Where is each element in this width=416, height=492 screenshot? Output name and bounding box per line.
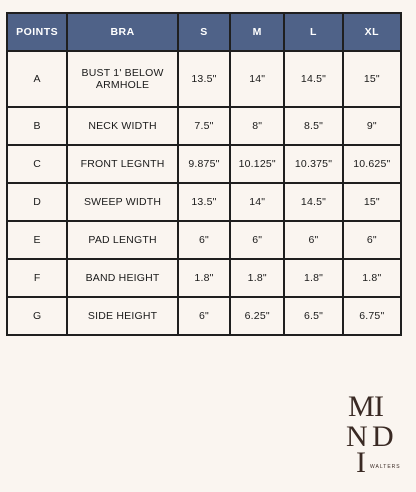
header-size-s: S: [178, 13, 230, 51]
value-cell: 10.375": [284, 145, 342, 183]
value-cell: 8": [230, 107, 284, 145]
table-row: [7, 221, 401, 259]
value-cell: 6": [178, 297, 230, 335]
value-cell: 1.8": [343, 259, 401, 297]
value-cell: 15": [343, 51, 401, 107]
value-cell: 6": [230, 221, 284, 259]
point-cell: D: [7, 183, 67, 221]
value-cell: 13.5": [178, 51, 230, 107]
table-row: [7, 297, 401, 335]
value-cell: 9": [343, 107, 401, 145]
value-cell: 14.5": [284, 183, 342, 221]
logo-letter: I: [374, 390, 384, 423]
measurement-cell: SIDE HEIGHT: [67, 297, 178, 335]
measurement-cell: PAD LENGTH: [67, 221, 178, 259]
value-cell: 6.25": [230, 297, 284, 335]
value-cell: 15": [343, 183, 401, 221]
value-cell: 14": [230, 51, 284, 107]
value-cell: 8.5": [284, 107, 342, 145]
point-cell: B: [7, 107, 67, 145]
table-row: [7, 145, 401, 183]
header-points: POINTS: [7, 13, 67, 51]
size-chart-table: [6, 12, 402, 336]
value-cell: 10.125": [230, 145, 284, 183]
measurement-cell: FRONT LEGNTH: [67, 145, 178, 183]
logo-letter: N: [346, 420, 368, 453]
header-bra: BRA: [67, 13, 178, 51]
measurement-cell: BUST 1' BELOW ARMHOLE: [67, 51, 178, 107]
point-cell: E: [7, 221, 67, 259]
logo-letter: I: [356, 446, 366, 479]
header-size-l: L: [284, 13, 342, 51]
header-size-m: M: [230, 13, 284, 51]
value-cell: 10.625": [343, 145, 401, 183]
point-cell: F: [7, 259, 67, 297]
measurement-cell: NECK WIDTH: [67, 107, 178, 145]
table-row: [7, 259, 401, 297]
header-size-xl: XL: [343, 13, 401, 51]
value-cell: 1.8": [230, 259, 284, 297]
value-cell: 6": [178, 221, 230, 259]
value-cell: 9.875": [178, 145, 230, 183]
value-cell: 6": [284, 221, 342, 259]
table-row: [7, 51, 401, 107]
value-cell: 6.75": [343, 297, 401, 335]
logo-letter: D: [372, 420, 394, 453]
measurement-cell: BAND HEIGHT: [67, 259, 178, 297]
value-cell: 1.8": [178, 259, 230, 297]
table-header-row: [7, 13, 401, 51]
value-cell: 14.5": [284, 51, 342, 107]
brand-logo: [346, 392, 408, 486]
point-cell: C: [7, 145, 67, 183]
measurement-cell: SWEEP WIDTH: [67, 183, 178, 221]
point-cell: G: [7, 297, 67, 335]
value-cell: 1.8": [284, 259, 342, 297]
value-cell: 6.5": [284, 297, 342, 335]
table-row: [7, 107, 401, 145]
value-cell: 6": [343, 221, 401, 259]
logo-subtitle: WALTERS: [370, 464, 401, 470]
value-cell: 7.5": [178, 107, 230, 145]
point-cell: A: [7, 51, 67, 107]
logo-letter: M: [348, 390, 375, 423]
value-cell: 14": [230, 183, 284, 221]
value-cell: 13.5": [178, 183, 230, 221]
table-row: [7, 183, 401, 221]
